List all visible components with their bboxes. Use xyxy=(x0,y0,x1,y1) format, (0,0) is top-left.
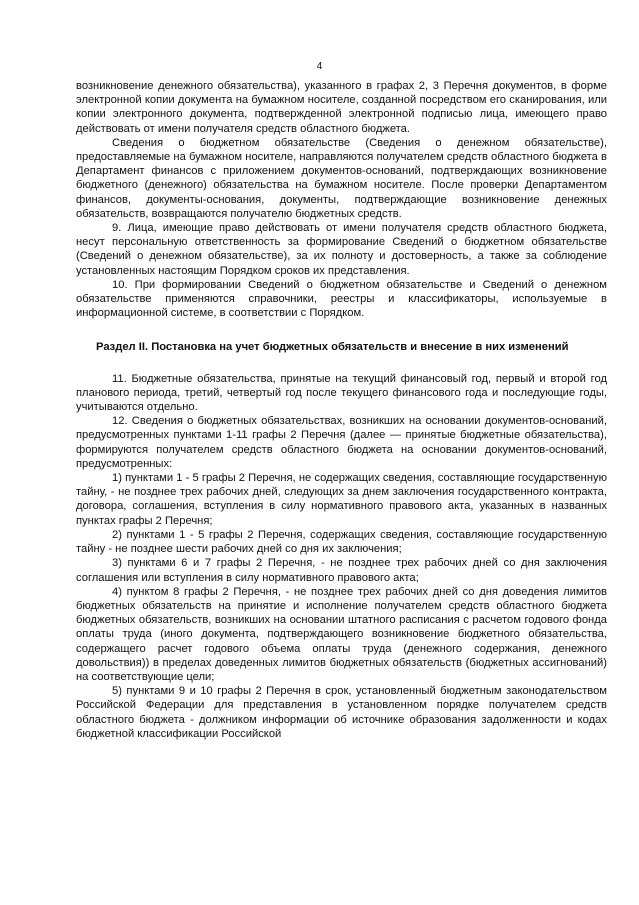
document-body xyxy=(76,79,607,741)
list-item-4: 4) пунктом 8 графы 2 Перечня, - не позднее трех рабочих дней со дня доведения лимитов бюджетных обязательств на принятие и исполнение получателем средств областного бюджета бюджетных обязательств, возникших на основании штатного расписания с расчетом годового фонда оплаты труда (иного документа, подтверждающего возникновение бюджетного обязательства, содержащего расчет годового объема оплаты труда (денежного содержания, денежного довольствия)) в пределах доведенных лимитов бюджетных обязательств (бюджетных ассигнований) на соответствующие цели; xyxy=(76,585,607,683)
page-number: 4 xyxy=(316,61,323,72)
list-item-5: 5) пунктами 9 и 10 графы 2 Перечня в срок, установленный бюджетным законодательством Российской Федерации для представления в установленном порядке получателем средств областного бюджета - должником информации об источнике образования задолженности и кодах бюджетной классификации Российской xyxy=(76,685,607,740)
paragraph-10: 10. При формировании Сведений о бюджетном обязательстве и Сведений о денежном обязательстве применяются справочники, реестры и классификаторы, используемые в информационной системе, в соответствии с Порядком. xyxy=(76,278,607,320)
paragraph-budget-obligation-info: Сведения о бюджетном обязательстве (Сведения о денежном обязательстве), предоставляемые на бумажном носителе, направляются получателем средств областного бюджета в Департамент финансов с приложением документов-оснований, подтверждающих возникновение бюджетного (денежного) обязательства на бумажном носителе. После проверки Департаментом финансов, документы-основания, документы, подтверждающие возникновение денежных обязательств, возвращаются получателю бюджетных средств. xyxy=(76,136,607,220)
list-item-1: 1) пунктами 1 - 5 графы 2 Перечня, не содержащих сведения, составляющие государственную тайну, - не позднее трех рабочих дней, следующих за днем заключения государственного контракта, договора, соглашения, вступления в силу нормативного правового акта, указанных в названных пунктах графы 2 Перечня; xyxy=(76,472,607,527)
paragraph-12: 12. Сведения о бюджетных обязательствах, возникших на основании документов-оснований, предусмотренных пунктами 1-11 графы 2 Перечня (далее — принятые бюджетные обязательства), формируются получателем средств областного бюджета на основании документов-оснований, предусмотренных: xyxy=(76,415,607,470)
paragraph-11: 11. Бюджетные обязательства, принятые на текущий финансовый год, первый и второй год планового периода, третий, четвертый год после текущего финансового года и последующие годы, учитываются отдельно. xyxy=(76,372,607,414)
list-item-3: 3) пунктами 6 и 7 графы 2 Перечня, - не позднее трех рабочих дней со дня заключения соглашения или вступления в силу нормативного правового акта; xyxy=(76,557,607,584)
paragraph-9: 9. Лица, имеющие право действовать от имени получателя средств областного бюджета, несут персональную ответственность за формирование Сведений о бюджетном обязательстве (Сведений о денежном обязательстве), за их полноту и достоверность, а также за соблюдение установленных настоящим Порядком сроков их представления. xyxy=(76,222,607,277)
paragraph-continuation: возникновение денежного обязательства), указанного в графах 2, 3 Перечня документов, в форме электронной копии документа на бумажном носителе, созданной посредством его сканирования, или копии электронного документа, подтвержденной электронной подписью лица, имеющего право действовать от имени получателя средств областного бюджета. xyxy=(76,80,607,135)
section-heading: Раздел II. Постановка на учет бюджетных обязательств и внесение в них изменений xyxy=(96,341,569,354)
list-item-2: 2) пунктами 1 - 5 графы 2 Перечня, содержащих сведения, составляющие государственную тайну - не позднее шести рабочих дней со дня их заключения; xyxy=(76,528,607,556)
